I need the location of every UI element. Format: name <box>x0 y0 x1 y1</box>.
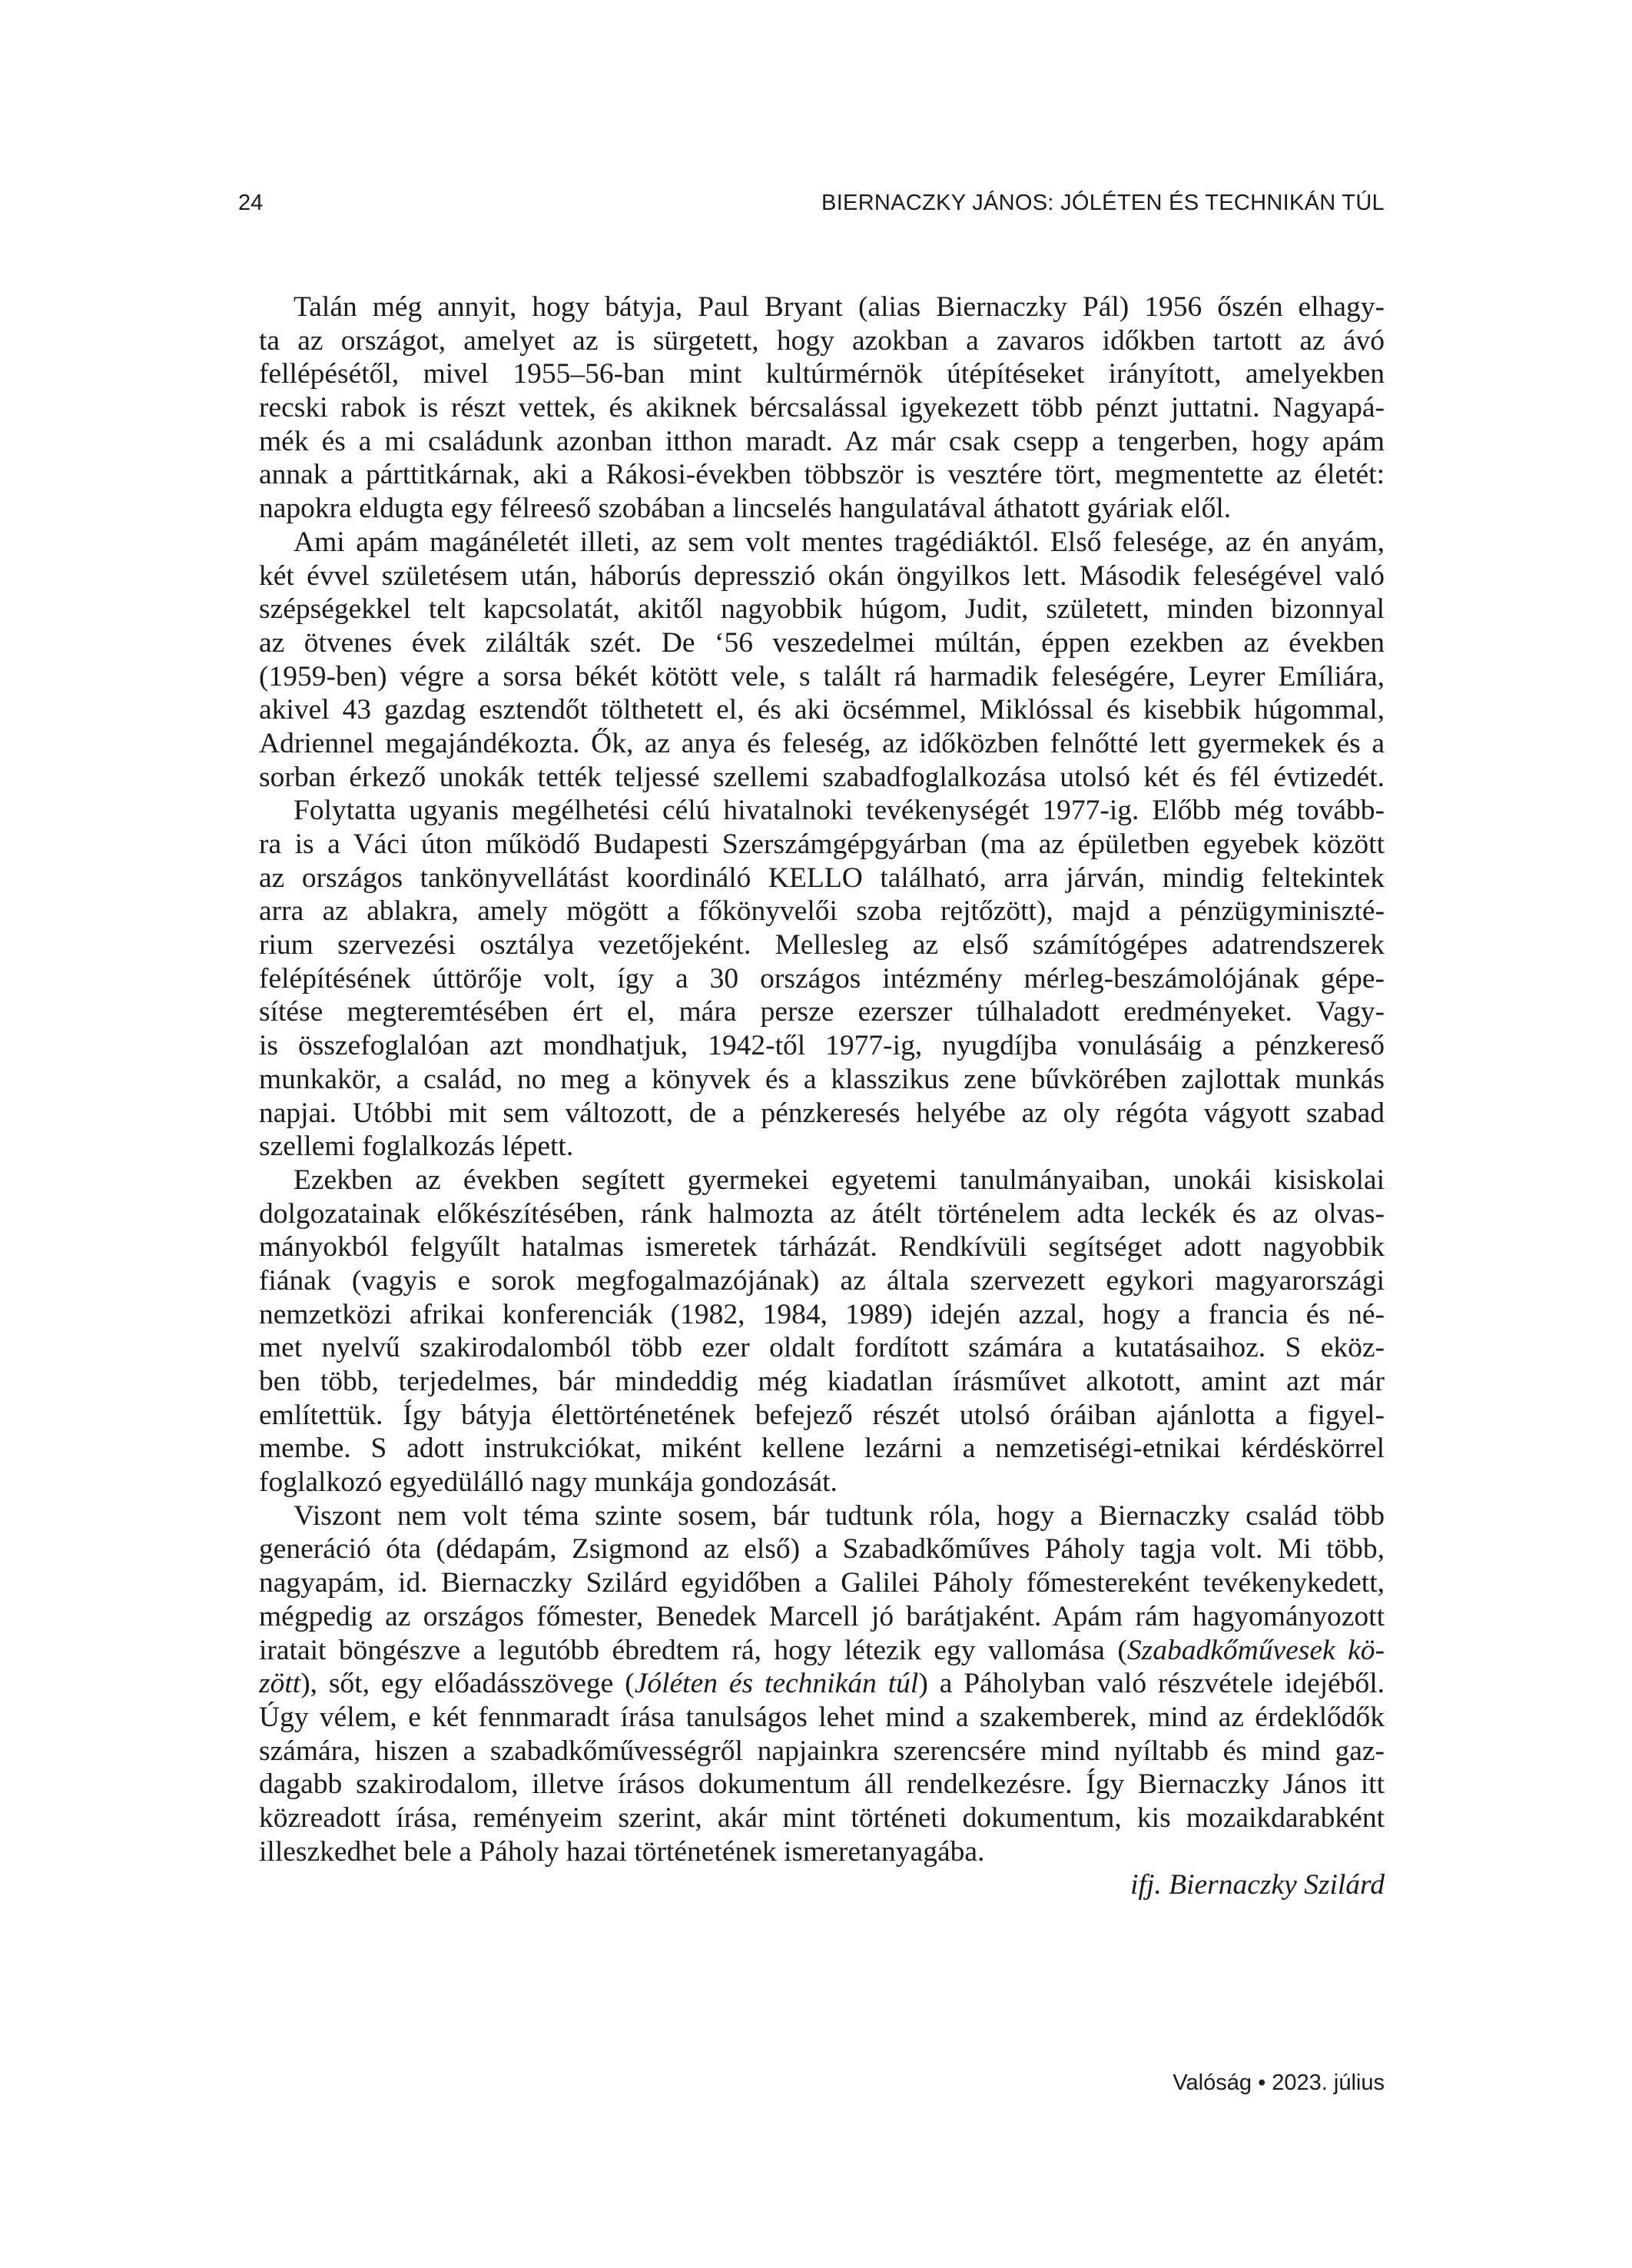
text-line: fiának (vagyis e sorok megfogalmazójának) az általa szervezett egykori magyarországi <box>259 1264 1385 1297</box>
text-line: mégpedig az országos főmester, Benedek Marcell jó barátjaként. Apám rám hagyományozott <box>259 1600 1385 1632</box>
text-line: foglalkozó egyedülálló nagy munkája gondozását. <box>259 1466 838 1499</box>
text-line: (1959-ben) végre a sorsa békét kötött vele, s talált rá harmadik feleségére, Leyrer Emíliára, <box>259 660 1385 692</box>
text-line: szellemi foglalkozás lépett. <box>259 1131 574 1163</box>
text-line: az országos tankönyvellátást koordináló KELLO található, arra járván, mindig feltekintek <box>259 862 1385 894</box>
paragraph <box>259 291 1385 526</box>
text-line: nemzetközi afrikai konferenciák (1982, 1984, 1989) idején azzal, hogy a francia és né- <box>259 1298 1385 1330</box>
author-signature: ifj. Biernaczky Szilárd <box>1130 1869 1385 1901</box>
text-line: illeszkedhet bele a Páholy hazai történetének ismeretanyagába. <box>259 1835 985 1868</box>
text-line: ben több, terjedelmes, bár mindeddig még kiadatlan írásművet alkotott, amint azt már <box>259 1366 1385 1397</box>
text-run: ) a Páholyban való részvétele idejéből. <box>918 1668 1385 1700</box>
paragraph <box>259 1164 1385 1499</box>
paragraph <box>259 794 1385 1164</box>
text-line: sorban érkező unokák tették teljessé szellemi szabadfoglalkozása utolsó két és fél évtizedét. <box>259 761 1385 793</box>
paragraph <box>259 526 1385 795</box>
text-line: két évvel születésem után, háborús depresszió okán öngyilkos lett. Második feleségével való <box>259 560 1385 592</box>
text-line: ra is a Váci úton működő Budapesti Szerszámgépgyárban (ma az épületben egyebek között <box>259 829 1385 860</box>
text-line: közreadott írása, reményeim szerint, akár mint történeti dokumentum, kis mozaikdarabként <box>259 1801 1385 1834</box>
text-line: akivel 43 gazdag esztendőt tölthetett el, és aki öcsémmel, Miklóssal és kisebbik húgommal, <box>259 694 1385 726</box>
text-line: mék és a mi családunk azonban itthon maradt. Az már csak csepp a tengerben, hogy apám <box>259 425 1385 457</box>
text-line: ta az országot, amelyet az is sürgetett, hogy azokban a zavaros időkben tartott az ávó <box>259 324 1385 357</box>
text-line: napjai. Utóbbi mit sem változott, de a pénzkeresés helyébe az oly régóta vágyott szabad <box>259 1097 1385 1129</box>
page-number: 24 <box>238 191 264 215</box>
text-line: említettük. Így bátyja élettörténetének befejező részét utolsó óráiban ajánlotta a figyel- <box>259 1399 1385 1431</box>
text-line: felépítésének úttörője volt, így a 30 országos intézmény mérleg-beszámolójának gépe- <box>259 962 1385 995</box>
text-line: is összefoglalóan azt mondhatjuk, 1942-től 1977-ig, nyugdíjba vonulásáig a pénzkereső <box>259 1030 1385 1062</box>
text-run: ), sőt, egy előadásszövege ( <box>300 1668 635 1700</box>
text-line: rium szervezési osztálya vezetőjeként. Mellesleg az első számítógépes adatrendszerek <box>259 929 1385 961</box>
italic-title: Jóléten és technikán túl <box>634 1668 919 1700</box>
text-line: napokra eldugta egy félreeső szobában a lincselés hangulatával áthatott gyáriak elől. <box>259 493 1232 525</box>
italic-title: Szabadkőművesek kö- <box>1126 1634 1385 1666</box>
text-line: generáció óta (dédapám, Zsigmond az első) a Szabadkőműves Páholy tagja volt. Mi több, <box>259 1533 1385 1566</box>
text-line: számára, hiszen a szabadkőművességről napjainkra szerencsére mind nyíltabb és mind gaz- <box>259 1735 1385 1767</box>
text-line <box>259 1634 1385 1668</box>
text-line: Ami apám magánéletét illeti, az sem volt mentes tragédiáktól. Első felesége, az én anyám, <box>294 526 1385 558</box>
text-line: dagabb szakirodalom, illetve írásos dokumentum áll rendelkezésre. Így Biernaczky János itt <box>259 1768 1385 1801</box>
text-line: Talán még annyit, hogy bátyja, Paul Bryant (alias Biernaczky Pál) 1956 őszén elhagy- <box>294 291 1385 323</box>
text-line: mányokból felgyűlt hatalmas ismeretek tárházát. Rendkívüli segítséget adott nagyobbik <box>259 1231 1385 1264</box>
text-line: az ötvenes évek zilálták szét. De ‘56 veszedelmei múltán, éppen ezekben az években <box>259 626 1385 659</box>
article-body <box>259 291 1385 1902</box>
running-title: BIERNACZKY JÁNOS: JÓLÉTEN ÉS TECHNIKÁN TÚL <box>821 191 1385 215</box>
text-line: annak a párttitkárnak, aki a Rákosi-években többször is vesztére tört, megmentette az életét: <box>259 459 1385 491</box>
text-line <box>259 1667 1385 1701</box>
text-line: fellépésétől, mivel 1955–56-ban mint kultúrmérnök útépítéseket irányított, amelyekben <box>259 358 1385 390</box>
paragraph <box>259 1499 1385 1869</box>
italic-title: zött <box>259 1668 301 1700</box>
text-line: szépségekkel telt kapcsolatát, akitől nagyobbik húgom, Judit, született, minden bizonnyal <box>259 593 1385 626</box>
text-line: sítése megteremtésében ért el, mára persze ezerszer túlhaladott eredményeket. Vagy- <box>259 996 1385 1028</box>
text-line: Viszont nem volt téma szinte sosem, bár tudtunk róla, hogy a Biernaczky család több <box>294 1499 1385 1532</box>
text-line: membe. S adott instrukciókat, miként kellene lezárni a nemzetiségi-etnikai kérdéskörrel <box>259 1433 1385 1465</box>
text-line: Ezekben az években segített gyermekei egyetemi tanulmányaiban, unokái kisiskolai <box>294 1164 1385 1196</box>
text-line: munkakör, a család, no meg a könyvek és a klasszikus zene bűvkörében zajlottak munkás <box>259 1063 1385 1095</box>
text-line: dolgozatainak előkészítésében, ránk halmozta az átélt történelem adta leckék és az olvas- <box>259 1197 1385 1230</box>
text-line: Folytatta ugyanis megélhetési célú hivatalnoki tevékenységét 1977-ig. Előbb még tovább- <box>294 795 1385 827</box>
text-line: met nyelvű szakirodalomból több ezer oldalt fordított számára a kutatásaihoz. S eköz- <box>259 1332 1385 1364</box>
publication-footer: Valóság • 2023. július <box>1173 2070 1385 2095</box>
text-line: Adriennel megajándékozta. Ők, az anya és feleség, az időközben felnőtté lett gyermekek és a <box>259 727 1385 759</box>
text-line: arra az ablakra, amely mögött a főkönyvelői szoba rejtőzött), majd a pénzügyminiszté- <box>259 895 1385 928</box>
text-line: nagyapám, id. Biernaczky Szilárd egyidőben a Galilei Páholy főmestereként tevékenykedett, <box>259 1567 1385 1599</box>
text-line: Úgy vélem, e két fennmaradt írása tanulságos lehet mind a szakemberek, mind az érdeklődők <box>259 1701 1385 1733</box>
text-run: iratait böngészve a legutóbb ébredtem rá, hogy létezik egy vallomása ( <box>259 1634 1127 1666</box>
text-line: recski rabok is részt vettek, és akiknek bércsalással igyekezett több pénzt juttatni. Nagyapá- <box>259 392 1385 424</box>
